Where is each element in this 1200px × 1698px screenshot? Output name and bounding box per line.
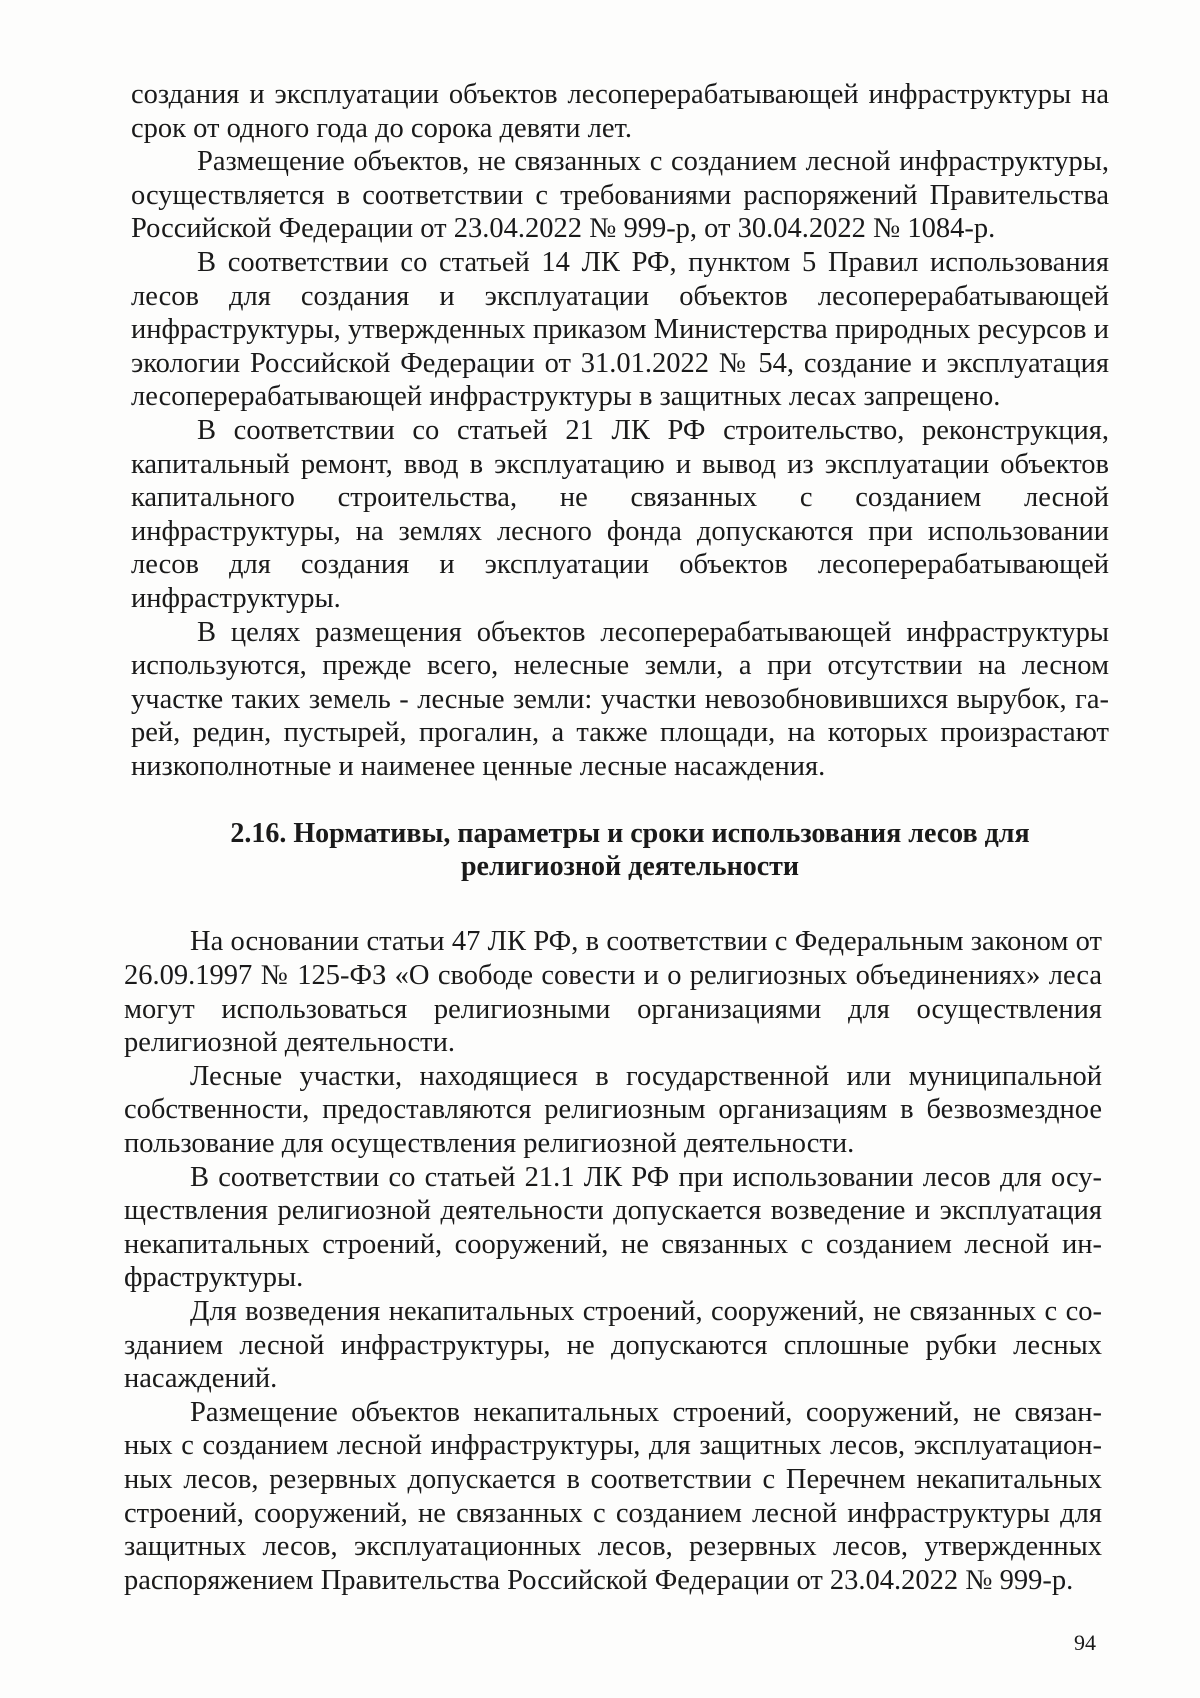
paragraph-4: В соответствии со статьей 21 ЛК РФ строительство, реконструкция, капитальный ремонт, ввод в эксплуатацию и вывод из эксплуатации объектов капитального строительства, не связанных с созданием лесной инфраструктуры, на землях лесного фонда допускаются при использовании лесов для создания и эксплуатации объектов лесоперерабатывающей инфраструктуры. (131, 414, 1109, 614)
page-number: 94 (1074, 1630, 1096, 1655)
paragraph-2: Размещение объектов, не связанных с созданием лесной инфраструктуры, осуществляется в соответствии с требованиями распоряжений Правительства Российской Федерации от 23.04.2022 № 999-р, от 30.04.2022 № 1084-р. (131, 146, 1109, 245)
paragraph-8: В соответствии со статьей 21.1 ЛК РФ при использовании лесов для осуществления религиозной деятельности допускается возведение и эксплуатация некапитальных строений, сооружений, не связанных с созданием лесной инфраструктуры. (124, 1161, 1102, 1294)
paragraph-9: Для возведения некапитальных строений, сооружений, не связанных с созданием лесной инфраструктуры, не допускаются сплошные рубки лесных насаждений. (124, 1296, 1102, 1395)
section-heading-line-1: 2.16. Нормативы, параметры и сроки использования лесов для (230, 818, 1030, 850)
paragraph-5: В целях размещения объектов лесоперерабатывающей инфраструктуры используются, прежде всего, нелесные земли, а при отсутствии на лесном участке таких земель - лесные земли: участки невозобновившихся вырубок, гарей, редин, пустырей, прогалин, а также площади, на которых произрастают низкополнотные и наименее ценные лесные насаждения. (131, 616, 1109, 782)
section-heading (131, 817, 1109, 883)
page-content (124, 78, 1109, 1597)
spacer (131, 783, 1109, 817)
spacer (131, 883, 1109, 925)
section-forest-processing-infrastructure (131, 78, 1109, 783)
section-religious-activity (124, 925, 1102, 1597)
paragraph-7: Лесные участки, находящиеся в государственной или муниципальной собственности, предоставляются религиозным организациям в безвозмездное пользование для осуществления религиозной деятельности. (124, 1060, 1102, 1160)
paragraph-1: создания и эксплуатации объектов лесоперерабатывающей инфраструктуры на срок от одного года до сорока девяти лет. (131, 79, 1109, 144)
paragraph-10: Размещение объектов некапитальных строений, сооружений, не связанных с созданием лесной инфраструктуры, для защитных лесов, эксплуатационных лесов, резервных допускается в соответствии с Перечнем некапитальных строений, сооружений, не связанных с созданием лесной инфраструктуры для защитных лесов, эксплуатационных лесов, резервных лесов, утвержденных распоряжением Правительства Российской Федерации от 23.04.2022 № 999-р. (124, 1396, 1102, 1596)
paragraph-3: В соответствии со статьей 14 ЛК РФ, пунктом 5 Правил использования лесов для создания и эксплуатации объектов лесоперерабатывающей инфраструктуры, утвержденных приказом Министерства природных ресурсов и экологии Российской Федерации от 31.01.2022 № 54, создание и эксплуатация лесоперерабатывающей инфраструктуры в защитных лесах запрещено. (131, 246, 1109, 413)
section-heading-line-2: религиозной деятельности (460, 851, 800, 883)
paragraph-6: На основании статьи 47 ЛК РФ, в соответствии с Федеральным законом от 26.09.1997 № 125-ФЗ «О свободе совести и о религиозных объединениях» леса могут использоваться религиозными организациями для осуществления религиозной деятельности. (124, 926, 1102, 1059)
